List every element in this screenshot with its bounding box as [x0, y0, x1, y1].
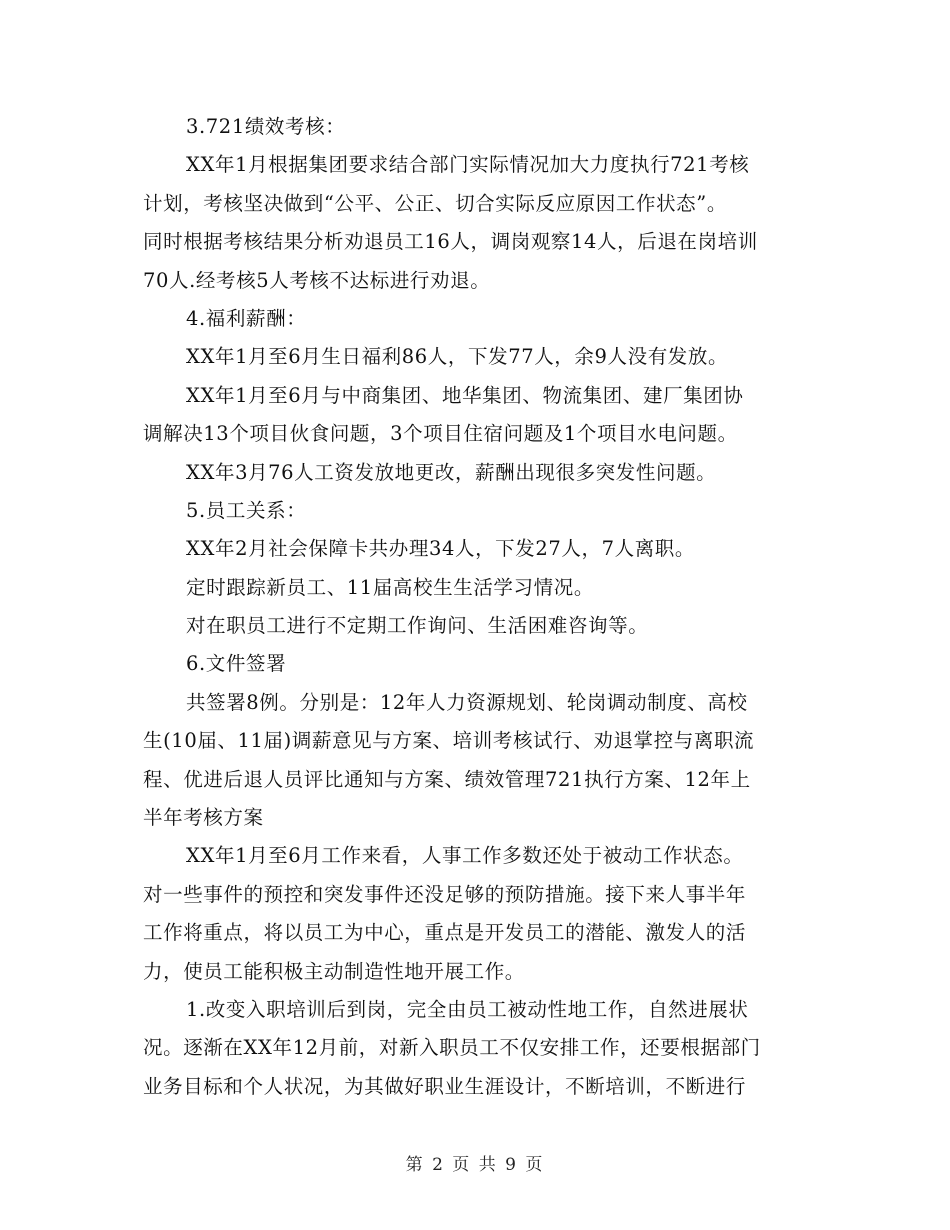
- text-line: 计划，考核坚决做到“公平、公正、切合实际反应原因工作状态”。: [143, 191, 727, 215]
- text-line: 业务目标和个人状况，为其做好职业生涯设计，不断培训，不断进行: [143, 1074, 747, 1098]
- page-number-footer: 第 2 页 共 9 页: [405, 1155, 545, 1175]
- text-line: 半年考核方案: [143, 806, 264, 830]
- text-line: 调解决13个项目伙食问题，3个项目住宿问题及1个项目水电问题。: [143, 422, 738, 446]
- text-line: 工作将重点，将以员工为中心，重点是开发员工的潜能、激发人的活: [143, 921, 747, 945]
- text-line: 力，使员工能积极主动制造性地开展工作。: [143, 959, 525, 983]
- text-line: 生(10届、11届)调薪意见与方案、培训考核试行、劝退掌控与离职流: [143, 729, 755, 753]
- text-line: XX年3月76人工资发放地更改，薪酬出现很多突发性问题。: [186, 460, 717, 484]
- text-line: 定时跟踪新员工、11届高校生生活学习情况。: [186, 575, 594, 599]
- text-line: 4.福利薪酬：: [186, 306, 307, 330]
- text-line: 况。逐渐在XX年12月前，对新入职员工不仅安排工作，还要根据部门: [143, 1036, 761, 1060]
- text-line: XX年1月至6月与中商集团、地华集团、物流集团、建厂集团协: [186, 383, 744, 407]
- text-line: XX年1月至6月工作来看，人事工作多数还处于被动工作状态。: [186, 844, 744, 868]
- text-line: XX年2月社会保障卡共办理34人，下发27人，7人离职。: [186, 537, 696, 561]
- text-line: 5.员工关系：: [186, 498, 307, 522]
- document-body: [143, 108, 815, 1106]
- text-line: 共签署8例。分别是：12年人力资源规划、轮岗调动制度、高校: [186, 690, 748, 714]
- text-line: 1.改变入职培训后到岗，完全由员工被动性地工作，自然进展状: [186, 997, 749, 1021]
- text-line: 3.721绩效考核：: [186, 115, 346, 138]
- text-line: XX年1月至6月生日福利86人，下发77人，余9人没有发放。: [186, 345, 729, 369]
- text-line: 对在职员工进行不定期工作询问、生活困难咨询等。: [186, 614, 649, 638]
- text-line: 程、优进后退人员评比通知与方案、绩效管理721执行方案、12年上: [143, 767, 751, 791]
- text-line: 6.文件签署: [186, 652, 287, 676]
- text-line: 对一些事件的预控和突发事件还没足够的预防措施。接下来人事半年: [143, 882, 747, 906]
- text-line: 同时根据考核结果分析劝退员工16人，调岗观察14人，后退在岗培训: [143, 230, 758, 254]
- text-line: XX年1月根据集团要求结合部门实际情况加大力度执行721考核: [186, 153, 750, 177]
- text-line: 70人.经考核5人考核不达标进行劝退。: [143, 268, 491, 292]
